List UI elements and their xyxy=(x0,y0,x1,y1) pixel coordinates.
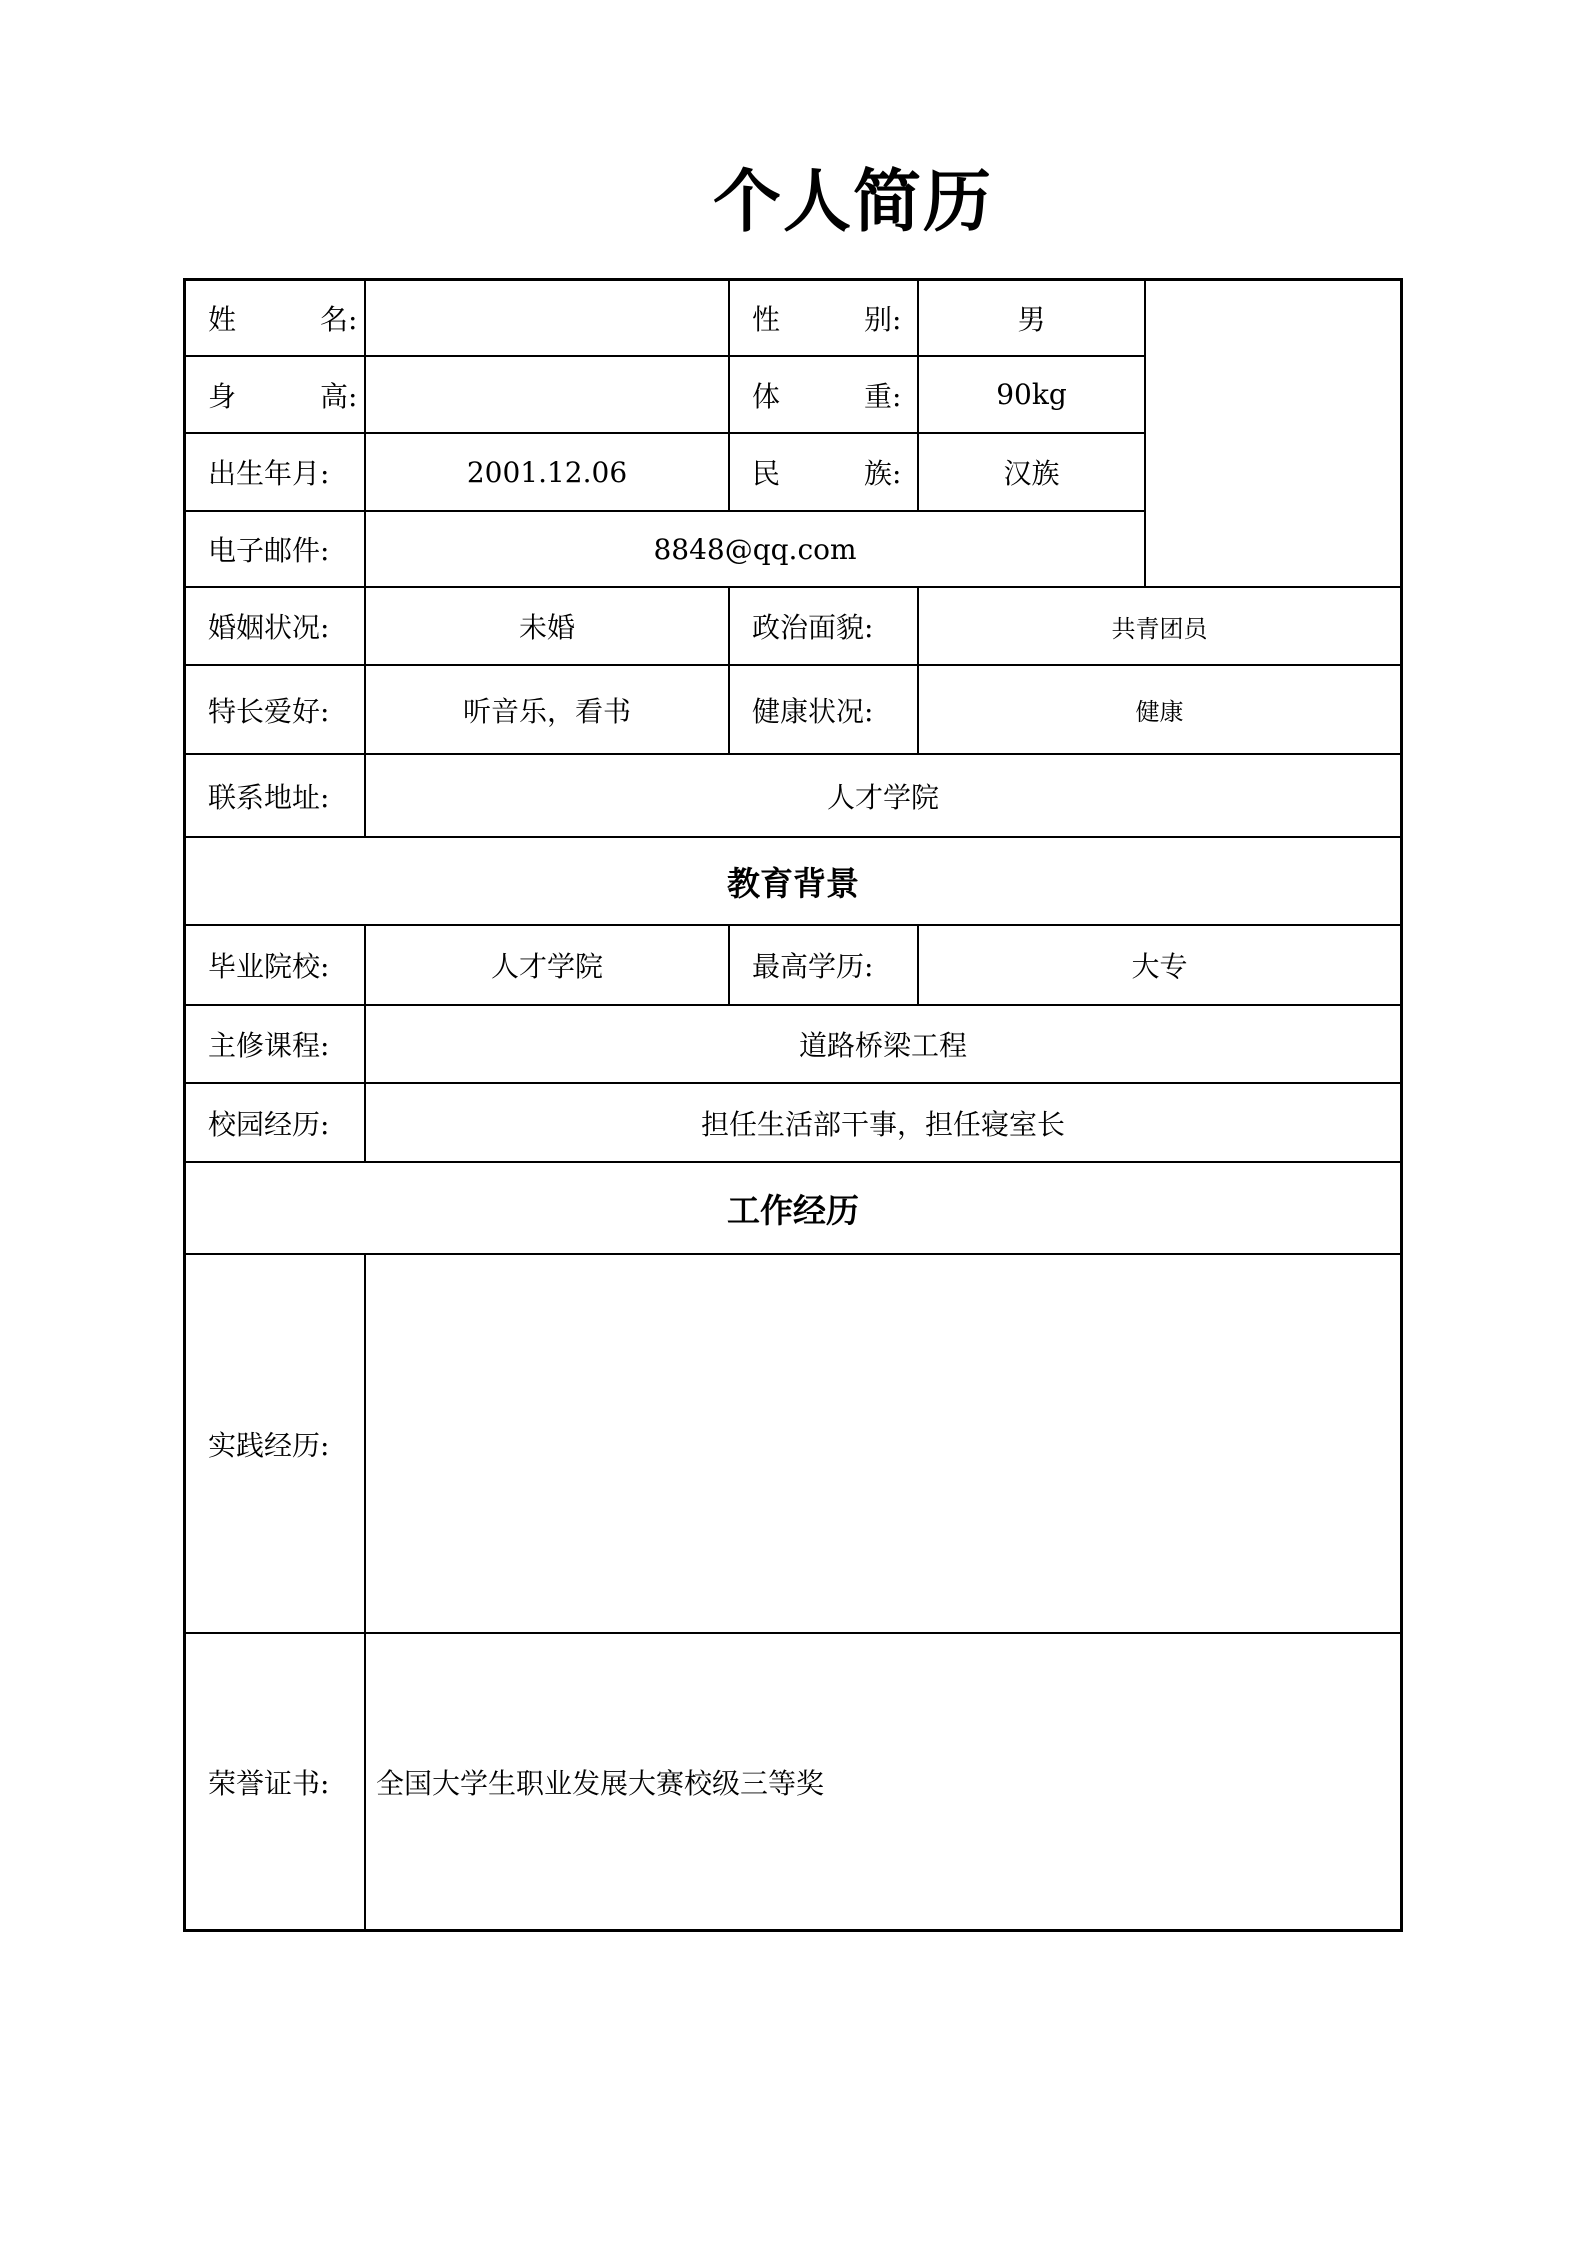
marital-value: 未婚 xyxy=(366,588,730,666)
row-name-gender xyxy=(186,281,1146,357)
height-label: 身 高: xyxy=(186,357,366,434)
school-label: 毕业院校: xyxy=(186,926,366,1006)
gender-value: 男 xyxy=(919,281,1146,357)
basic-info-block xyxy=(186,281,1400,588)
height-value xyxy=(366,357,730,434)
hobbies-label: 特长爱好: xyxy=(186,666,366,755)
ethnicity-value: 汉族 xyxy=(919,434,1146,512)
political-value: 共青团员 xyxy=(919,588,1400,666)
photo-cell xyxy=(1146,281,1400,588)
practice-label: 实践经历: xyxy=(186,1255,366,1634)
practice-value xyxy=(366,1255,1400,1634)
weight-value: 90kg xyxy=(919,357,1146,434)
degree-label: 最高学历: xyxy=(730,926,919,1006)
birth-value: 2001.12.06 xyxy=(366,434,730,512)
honors-label: 荣誉证书: xyxy=(186,1634,366,1929)
degree-value: 大专 xyxy=(919,926,1400,1006)
row-hobbies-health xyxy=(186,666,1400,755)
honors-value: 全国大学生职业发展大赛校级三等奖 xyxy=(376,1766,825,1800)
hobbies-value: 听音乐，看书 xyxy=(366,666,730,755)
work-section-title: 工作经历 xyxy=(186,1163,1400,1255)
email-label: 电子邮件: xyxy=(186,512,366,588)
email-value: 8848@qq.com xyxy=(366,512,1146,588)
name-label: 姓 名: xyxy=(186,281,366,357)
weight-label: 体 重: xyxy=(730,357,919,434)
row-work-header xyxy=(186,1163,1400,1255)
campus-label: 校园经历: xyxy=(186,1084,366,1163)
name-value xyxy=(366,281,730,357)
major-label: 主修课程: xyxy=(186,1006,366,1084)
row-campus xyxy=(186,1084,1400,1163)
gender-label: 性 别: xyxy=(730,281,919,357)
row-height-weight xyxy=(186,357,1146,434)
resume-table xyxy=(183,278,1403,1932)
row-school-degree xyxy=(186,926,1400,1006)
school-value: 人才学院 xyxy=(366,926,730,1006)
address-value: 人才学院 xyxy=(366,755,1400,838)
marital-label: 婚姻状况: xyxy=(186,588,366,666)
health-value: 健康 xyxy=(919,666,1400,755)
basic-info-left xyxy=(186,281,1146,588)
row-education-header xyxy=(186,838,1400,926)
ethnicity-label: 民 族: xyxy=(730,434,919,512)
row-marital-political xyxy=(186,588,1400,666)
row-address xyxy=(186,755,1400,838)
row-email xyxy=(186,512,1146,588)
row-practice xyxy=(186,1255,1400,1634)
row-honors xyxy=(186,1634,1400,1929)
major-value: 道路桥梁工程 xyxy=(366,1006,1400,1084)
health-label: 健康状况: xyxy=(730,666,919,755)
campus-value: 担任生活部干事，担任寝室长 xyxy=(366,1084,1400,1163)
birth-label: 出生年月: xyxy=(186,434,366,512)
address-label: 联系地址: xyxy=(186,755,366,838)
row-birth-ethnicity xyxy=(186,434,1146,512)
page-title: 个人简历 xyxy=(712,162,993,242)
education-section-title: 教育背景 xyxy=(186,838,1400,926)
row-major xyxy=(186,1006,1400,1084)
political-label: 政治面貌: xyxy=(730,588,919,666)
